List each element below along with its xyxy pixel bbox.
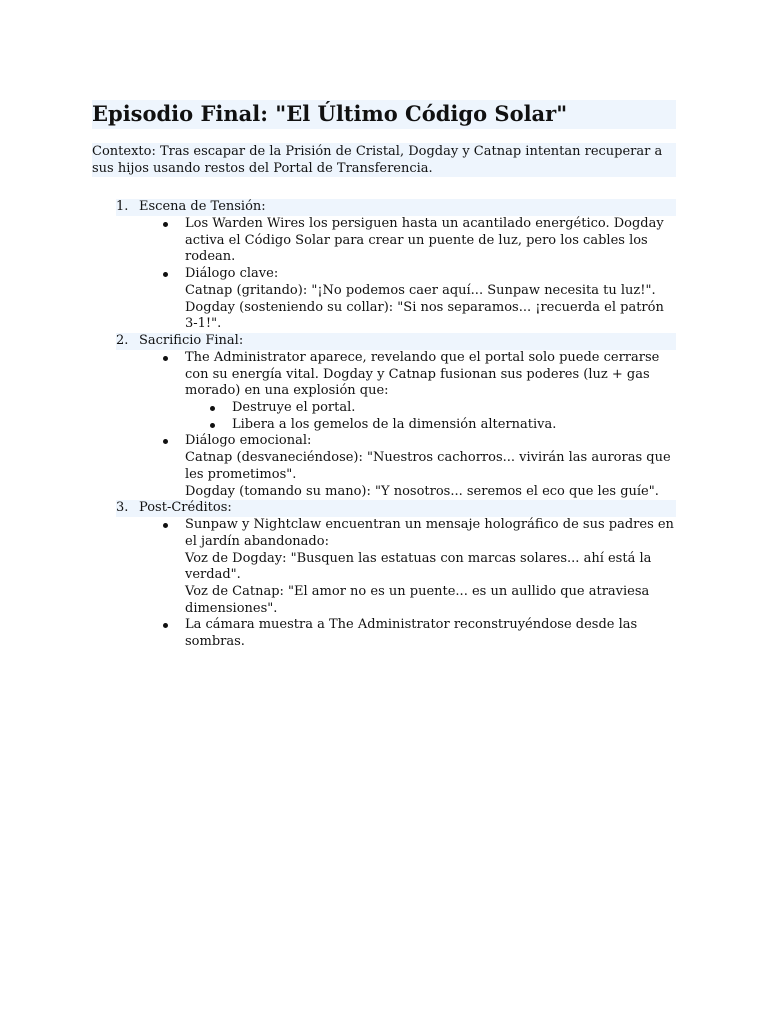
sub-bullet-text: Libera a los gemelos de la dimensión alternativa.: [232, 416, 557, 432]
scene-number: 2.: [116, 332, 129, 348]
sub-bullet-item: [232, 417, 676, 434]
bullet-dot-icon: [163, 623, 168, 628]
spacer: [92, 190, 676, 199]
sub-bullet-item: [232, 400, 676, 417]
scene-list: [92, 199, 676, 651]
bullet-item: [185, 350, 676, 434]
scene-heading: [116, 333, 676, 350]
bullet-text: Diálogo emocional:: [185, 433, 312, 449]
document-page: [92, 100, 676, 651]
bullet-dot-icon: [163, 439, 168, 444]
bullet-text: Los Warden Wires los persiguen hasta un acantilado energético. Dogday activa el Código Solar para crear un puente de luz, pero los cables los rodean.: [185, 216, 664, 265]
scene-bullets: [92, 517, 676, 651]
scene-bullets: [92, 216, 676, 333]
bullet-text: The Administrator aparece, revelando que el portal solo puede cerrarse con su energía vital. Dogday y Catnap fusionan sus poderes (luz + gas morado) en una explosión que:: [185, 349, 660, 399]
scene-heading-text: Post-Créditos:: [139, 500, 232, 516]
dialogue-line: Dogday (tomando su mano): "Y nosotros... seremos el eco que les guíe".: [185, 483, 659, 499]
bullet-dot-icon: [163, 523, 168, 528]
bullet-item: [185, 266, 676, 333]
scene-heading: [116, 500, 676, 517]
bullet-dot-icon: [163, 272, 168, 277]
bullet-item: [185, 216, 676, 266]
scene-heading-text: Sacrificio Final:: [139, 332, 244, 348]
scene-number: 1.: [116, 199, 129, 214]
sub-bullets: [185, 400, 676, 433]
bullet-dot-icon: [210, 423, 215, 428]
bullet-item: [185, 433, 676, 500]
dialogue-line: Catnap (gritando): "¡No podemos caer aquí... Sunpaw necesita tu luz!".: [185, 282, 656, 298]
scene-heading-text: Escena de Tensión:: [139, 199, 266, 214]
scene-item: [92, 500, 676, 651]
scene-heading: [116, 199, 676, 216]
bullet-item: [185, 617, 676, 650]
sub-bullet-text: Destruye el portal.: [232, 400, 356, 416]
bullet-text: Diálogo clave:: [185, 266, 279, 282]
scene-number: 3.: [116, 500, 129, 516]
dialogue-line: Voz de Dogday: "Busquen las estatuas con marcas solares... ahí está la verdad".: [185, 550, 652, 583]
document-title: Episodio Final: "El Último Código Solar": [92, 100, 676, 129]
bullet-text: Sunpaw y Nightclaw encuentran un mensaje holográfico de sus padres en el jardín abandonado:: [185, 517, 674, 549]
scene-item: [92, 333, 676, 500]
dialogue-line: Catnap (desvaneciéndose): "Nuestros cachorros... vivirán las auroras que les prometimos".: [185, 450, 671, 482]
bullet-item: [185, 517, 676, 617]
scene-item: [92, 199, 676, 333]
dialogue-line: Dogday (sosteniendo su collar): "Si nos separamos... ¡recuerda el patrón 3-1!".: [185, 299, 664, 332]
bullet-dot-icon: [210, 406, 215, 411]
context-paragraph: Contexto: Tras escapar de la Prisión de Cristal, Dogday y Catnap intentan recuperar a sus hijos usando restos del Portal de Transferencia.: [92, 143, 676, 177]
bullet-text: La cámara muestra a The Administrator reconstruyéndose desde las sombras.: [185, 617, 638, 650]
bullet-dot-icon: [163, 222, 168, 227]
bullet-dot-icon: [163, 356, 168, 361]
scene-bullets: [92, 350, 676, 500]
dialogue-line: Voz de Catnap: "El amor no es un puente... es un aullido que atraviesa dimensiones".: [185, 584, 650, 616]
